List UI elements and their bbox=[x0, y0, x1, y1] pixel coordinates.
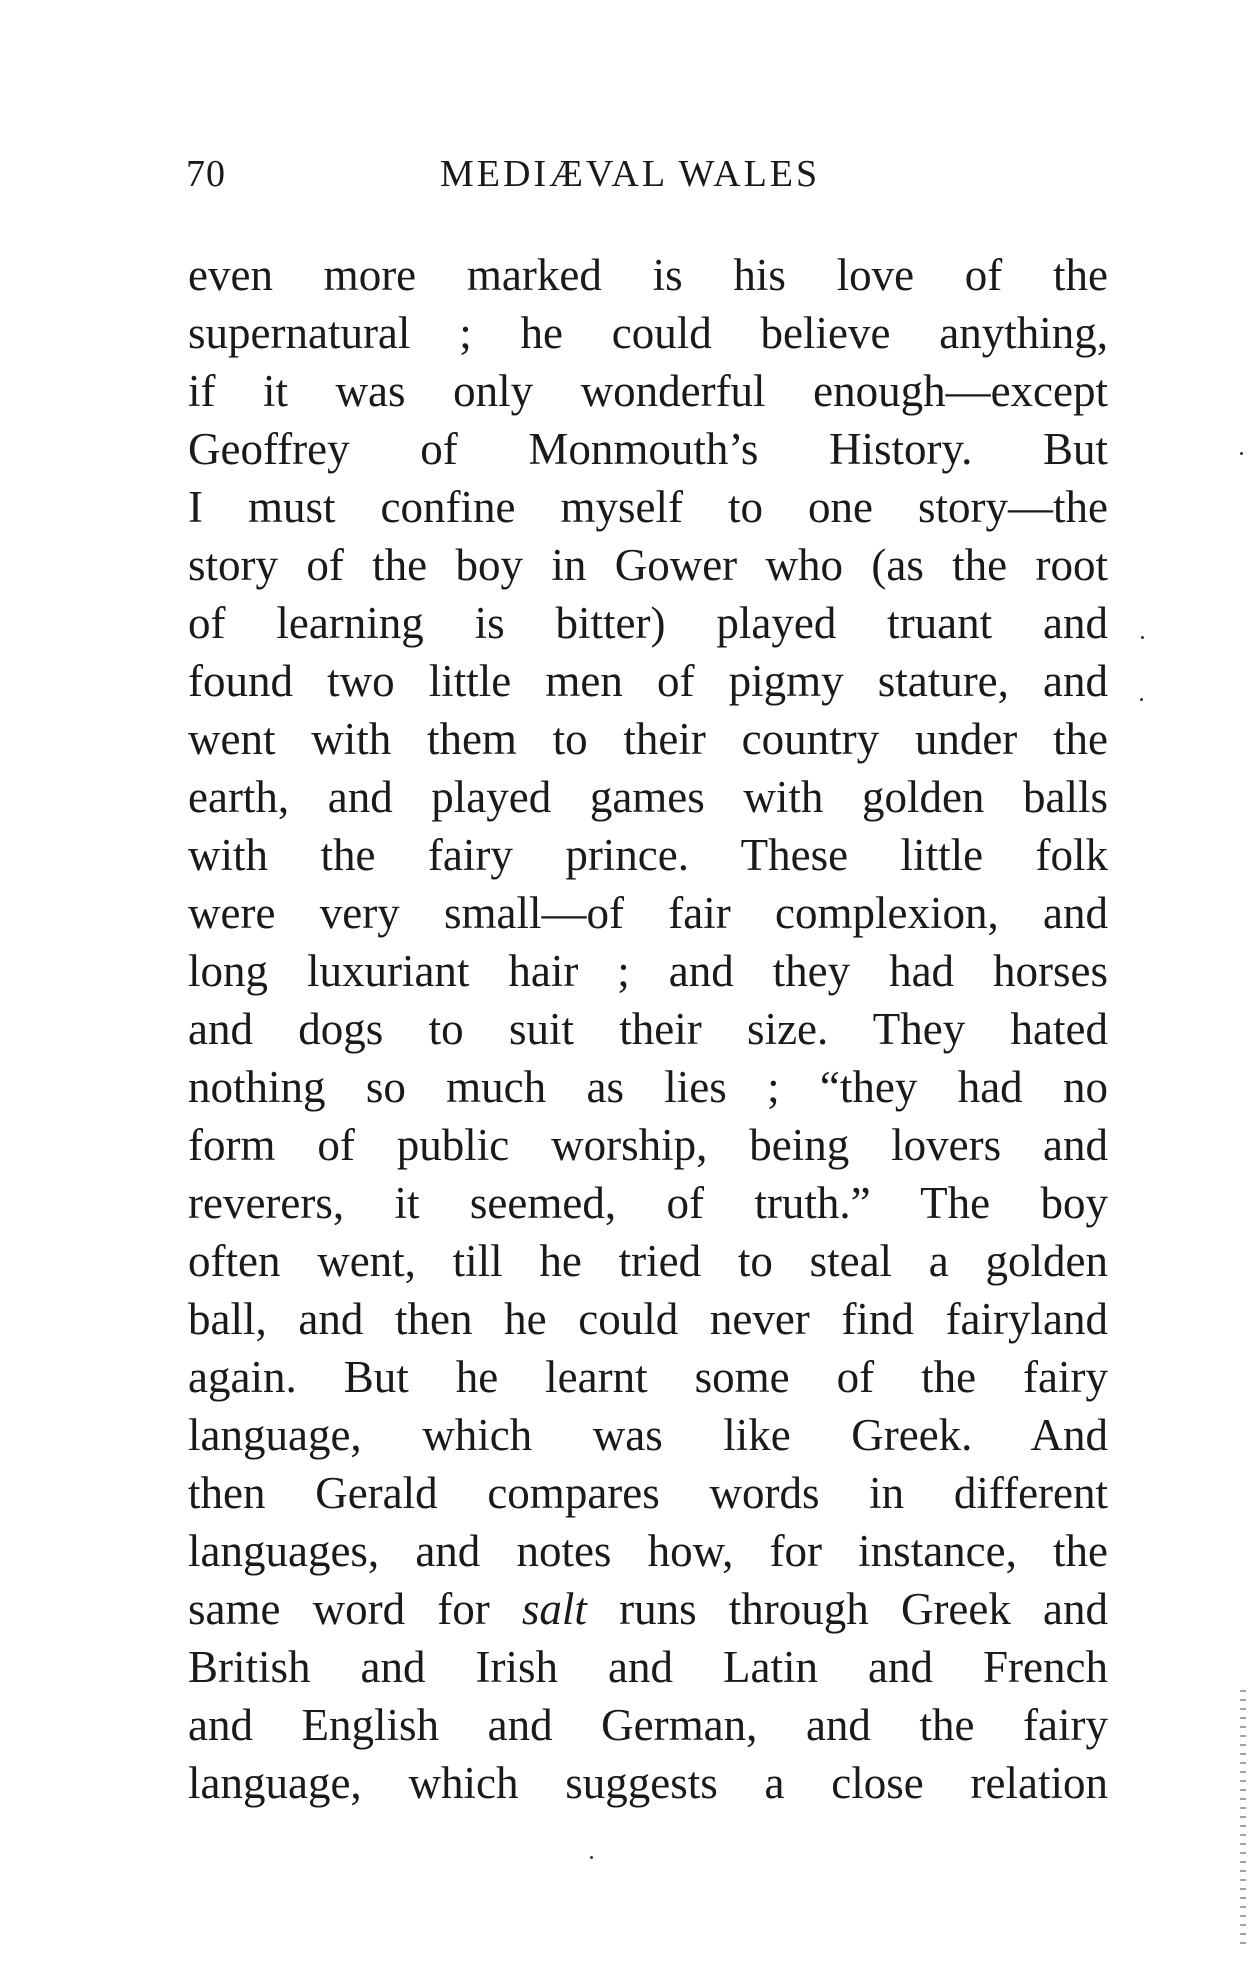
text-line: were very small—of fair complexion, and bbox=[188, 888, 1108, 938]
scan-speck bbox=[1141, 636, 1144, 639]
italic-word: salt bbox=[521, 1584, 587, 1634]
text-segment: same word for bbox=[188, 1584, 490, 1634]
text-line: earth, and played games with golden balls bbox=[188, 772, 1108, 822]
text-line: with the fairy prince. These little folk bbox=[188, 830, 1108, 880]
text-line: and English and German, and the fairy bbox=[188, 1700, 1108, 1750]
text-line: nothing so much as lies ; “they had no bbox=[188, 1062, 1108, 1112]
text-line: often went, till he tried to steal a golden bbox=[188, 1236, 1108, 1286]
text-line: found two little men of pigmy stature, and bbox=[188, 656, 1108, 706]
text-line: even more marked is his love of the bbox=[188, 250, 1108, 300]
scan-edge-noise bbox=[1240, 1690, 1246, 1950]
text-line: languages, and notes how, for instance, the bbox=[188, 1526, 1108, 1576]
running-title: MEDIÆVAL WALES bbox=[440, 153, 821, 195]
text-line: if it was only wonderful enough—except bbox=[188, 366, 1108, 416]
scan-speck bbox=[1240, 452, 1243, 455]
text-line: went with them to their country under the bbox=[188, 714, 1108, 764]
text-line: ball, and then he could never find fairyland bbox=[188, 1294, 1108, 1344]
scan-speck bbox=[1140, 698, 1143, 701]
body-text bbox=[188, 246, 1108, 1812]
text-line-with-italic bbox=[188, 1580, 1108, 1638]
text-line: British and Irish and Latin and French bbox=[188, 1642, 1108, 1692]
scan-speck bbox=[590, 1856, 593, 1859]
text-line: language, which suggests a close relation bbox=[188, 1758, 1108, 1808]
text-line: long luxuriant hair ; and they had horses bbox=[188, 946, 1108, 996]
text-line: then Gerald compares words in different bbox=[188, 1468, 1108, 1518]
text-line: language, which was like Greek. And bbox=[188, 1410, 1108, 1460]
page-number: 70 bbox=[186, 153, 226, 195]
text-line: story of the boy in Gower who (as the root bbox=[188, 540, 1108, 590]
text-line: reverers, it seemed, of truth.” The boy bbox=[188, 1178, 1108, 1228]
text-line: form of public worship, being lovers and bbox=[188, 1120, 1108, 1170]
text-line: again. But he learnt some of the fairy bbox=[188, 1352, 1108, 1402]
text-segment: runs through Greek and bbox=[619, 1584, 1108, 1634]
running-head bbox=[186, 152, 1106, 202]
text-line: Geoffrey of Monmouth’s History. But bbox=[188, 424, 1108, 474]
text-line: I must confine myself to one story—the bbox=[188, 482, 1108, 532]
text-line: supernatural ; he could believe anything, bbox=[188, 308, 1108, 358]
text-line: and dogs to suit their size. They hated bbox=[188, 1004, 1108, 1054]
text-line: of learning is bitter) played truant and bbox=[188, 598, 1108, 648]
